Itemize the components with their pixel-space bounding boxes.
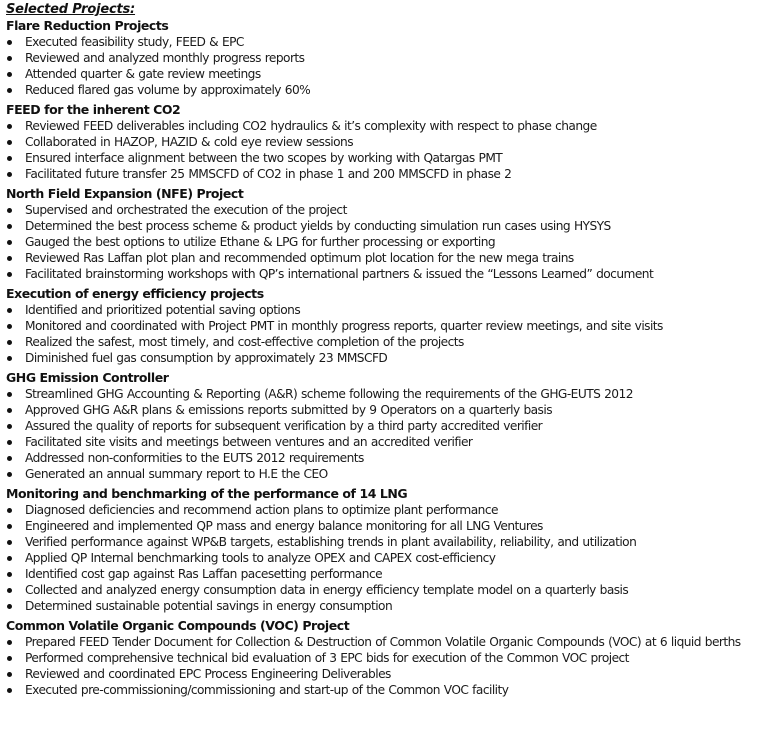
bullet-icon bbox=[7, 124, 12, 129]
list-item-text: Monitored and coordinated with Project PMT in monthly progress reports, quarter review meetings, and site visits bbox=[25, 319, 663, 333]
bullet-icon bbox=[7, 604, 12, 609]
project-section-feed-for-the-inherent-co2 bbox=[6, 102, 764, 182]
bullet-icon bbox=[7, 672, 12, 677]
list-item-text: Verified performance against WP&B targets, establishing trends in plant availability, reliability, and utilization bbox=[25, 535, 637, 549]
bullet-icon bbox=[7, 272, 12, 277]
bullet-icon bbox=[7, 456, 12, 461]
list-item-text: Collaborated in HAZOP, HAZID & cold eye review sessions bbox=[25, 135, 354, 149]
list-item-text: Reduced flared gas volume by approximately 60% bbox=[25, 83, 311, 97]
list-item bbox=[6, 202, 764, 218]
section-heading: FEED for the inherent CO2 bbox=[6, 102, 181, 117]
list-item bbox=[6, 350, 764, 366]
list-item-text: Collected and analyzed energy consumption data in energy efficiency template model on a quarterly basis bbox=[25, 583, 629, 597]
list-item-text: Supervised and orchestrated the execution of the project bbox=[25, 203, 347, 217]
bullet-list bbox=[6, 634, 764, 698]
list-item bbox=[6, 50, 764, 66]
list-item bbox=[6, 302, 764, 318]
bullet-icon bbox=[7, 688, 12, 693]
document-body bbox=[6, 2, 764, 698]
list-item bbox=[6, 134, 764, 150]
section-heading: Monitoring and benchmarking of the performance of 14 LNG bbox=[6, 486, 408, 501]
list-item bbox=[6, 434, 764, 450]
list-item-text: Ensured interface alignment between the two scopes by working with Qatargas PMT bbox=[25, 151, 503, 165]
project-section-monitoring-and-benchmarking-of-the-performance-of-14-lng bbox=[6, 486, 764, 614]
list-item bbox=[6, 550, 764, 566]
list-item bbox=[6, 66, 764, 82]
list-item-text: Facilitated future transfer 25 MMSCFD of CO2 in phase 1 and 200 MMSCFD in phase 2 bbox=[25, 167, 512, 181]
list-item bbox=[6, 634, 764, 650]
list-item bbox=[6, 650, 764, 666]
bullet-icon bbox=[7, 540, 12, 545]
list-item-text: Identified and prioritized potential saving options bbox=[25, 303, 301, 317]
list-item-text: Applied QP Internal benchmarking tools to analyze OPEX and CAPEX cost-efficiency bbox=[25, 551, 496, 565]
list-item bbox=[6, 386, 764, 402]
bullet-icon bbox=[7, 172, 12, 177]
bullet-icon bbox=[7, 392, 12, 397]
bullet-list bbox=[6, 34, 764, 98]
bullet-icon bbox=[7, 324, 12, 329]
list-item bbox=[6, 466, 764, 482]
bullet-icon bbox=[7, 140, 12, 145]
list-item bbox=[6, 418, 764, 434]
bullet-icon bbox=[7, 656, 12, 661]
list-item bbox=[6, 118, 764, 134]
list-item bbox=[6, 166, 764, 182]
section-heading: North Field Expansion (NFE) Project bbox=[6, 186, 244, 201]
bullet-icon bbox=[7, 256, 12, 261]
bullet-icon bbox=[7, 424, 12, 429]
list-item bbox=[6, 666, 764, 682]
bullet-icon bbox=[7, 356, 12, 361]
list-item-text: Identified cost gap against Ras Laffan pacesetting performance bbox=[25, 567, 383, 581]
list-item bbox=[6, 502, 764, 518]
list-item-text: Streamlined GHG Accounting & Reporting (A&R) scheme following the requirements of the GHG-EUTS 2012 bbox=[25, 387, 633, 401]
bullet-icon bbox=[7, 224, 12, 229]
list-item-text: Addressed non-conformities to the EUTS 2012 requirements bbox=[25, 451, 364, 465]
list-item bbox=[6, 682, 764, 698]
bullet-list bbox=[6, 502, 764, 614]
list-item-text: Facilitated site visits and meetings between ventures and an accredited verifier bbox=[25, 435, 473, 449]
bullet-icon bbox=[7, 156, 12, 161]
list-item-text: Gauged the best options to utilize Ethane & LPG for further processing or exporting bbox=[25, 235, 496, 249]
list-item bbox=[6, 518, 764, 534]
section-heading: Execution of energy efficiency projects bbox=[6, 286, 264, 301]
list-item-text: Attended quarter & gate review meetings bbox=[25, 67, 261, 81]
bullet-list bbox=[6, 202, 764, 282]
bullet-icon bbox=[7, 208, 12, 213]
project-section-ghg-emission-controller bbox=[6, 370, 764, 482]
list-item-text: Executed feasibility study, FEED & EPC bbox=[25, 35, 244, 49]
list-item-text: Assured the quality of reports for subsequent verification by a third party accredited verifier bbox=[25, 419, 543, 433]
list-item-text: Executed pre-commissioning/commissioning and start-up of the Common VOC facility bbox=[25, 683, 509, 697]
list-item bbox=[6, 582, 764, 598]
list-item bbox=[6, 234, 764, 250]
list-item-text: Approved GHG A&R plans & emissions reports submitted by 9 Operators on a quarterly basis bbox=[25, 403, 552, 417]
list-item-text: Performed comprehensive technical bid evaluation of 3 EPC bids for execution of the Common VOC project bbox=[25, 651, 629, 665]
bullet-icon bbox=[7, 240, 12, 245]
list-item-text: Diagnosed deficiencies and recommend action plans to optimize plant performance bbox=[25, 503, 498, 517]
list-item bbox=[6, 534, 764, 550]
bullet-icon bbox=[7, 588, 12, 593]
bullet-list bbox=[6, 118, 764, 182]
bullet-icon bbox=[7, 308, 12, 313]
bullet-icon bbox=[7, 556, 12, 561]
bullet-icon bbox=[7, 340, 12, 345]
project-section-execution-of-energy-efficiency-projects bbox=[6, 286, 764, 366]
list-item bbox=[6, 598, 764, 614]
bullet-list bbox=[6, 302, 764, 366]
project-section-north-field-expansion-nfe-project bbox=[6, 186, 764, 282]
list-item bbox=[6, 34, 764, 50]
list-item bbox=[6, 318, 764, 334]
list-item bbox=[6, 334, 764, 350]
list-item bbox=[6, 218, 764, 234]
bullet-icon bbox=[7, 72, 12, 77]
bullet-icon bbox=[7, 88, 12, 93]
list-item-text: Prepared FEED Tender Document for Collection & Destruction of Common Volatile Organic Compounds (VOC) at 6 liquid berths bbox=[25, 635, 741, 649]
section-heading: Common Volatile Organic Compounds (VOC) Project bbox=[6, 618, 350, 633]
list-item bbox=[6, 566, 764, 582]
bullet-list bbox=[6, 386, 764, 482]
project-sections bbox=[6, 18, 764, 698]
list-item bbox=[6, 266, 764, 282]
list-item-text: Reviewed and coordinated EPC Process Engineering Deliverables bbox=[25, 667, 391, 681]
section-heading: GHG Emission Controller bbox=[6, 370, 169, 385]
list-item-text: Diminished fuel gas consumption by approximately 23 MMSCFD bbox=[25, 351, 388, 365]
list-item-text: Generated an annual summary report to H.E the CEO bbox=[25, 467, 328, 481]
list-item-text: Engineered and implemented QP mass and energy balance monitoring for all LNG Ventures bbox=[25, 519, 543, 533]
list-item-text: Reviewed Ras Laffan plot plan and recommended optimum plot location for the new mega trains bbox=[25, 251, 574, 265]
bullet-icon bbox=[7, 524, 12, 529]
list-item bbox=[6, 82, 764, 98]
document-title: Selected Projects: bbox=[6, 2, 136, 17]
bullet-icon bbox=[7, 40, 12, 45]
bullet-icon bbox=[7, 572, 12, 577]
project-section-flare-reduction-projects bbox=[6, 18, 764, 98]
bullet-icon bbox=[7, 440, 12, 445]
list-item bbox=[6, 402, 764, 418]
section-heading: Flare Reduction Projects bbox=[6, 18, 169, 33]
list-item bbox=[6, 450, 764, 466]
list-item-text: Reviewed and analyzed monthly progress reports bbox=[25, 51, 305, 65]
project-section-common-volatile-organic-compounds-voc-project bbox=[6, 618, 764, 698]
bullet-icon bbox=[7, 508, 12, 513]
list-item bbox=[6, 150, 764, 166]
bullet-icon bbox=[7, 472, 12, 477]
list-item-text: Determined sustainable potential savings in energy consumption bbox=[25, 599, 393, 613]
list-item-text: Realized the safest, most timely, and cost-effective completion of the projects bbox=[25, 335, 464, 349]
list-item-text: Facilitated brainstorming workshops with QP’s international partners & issued the “Lessons Learned” document bbox=[25, 267, 654, 281]
list-item bbox=[6, 250, 764, 266]
list-item-text: Reviewed FEED deliverables including CO2 hydraulics & it’s complexity with respect to phase change bbox=[25, 119, 597, 133]
bullet-icon bbox=[7, 640, 12, 645]
bullet-icon bbox=[7, 408, 12, 413]
bullet-icon bbox=[7, 56, 12, 61]
list-item-text: Determined the best process scheme & product yields by conducting simulation run cases using HYSYS bbox=[25, 219, 611, 233]
